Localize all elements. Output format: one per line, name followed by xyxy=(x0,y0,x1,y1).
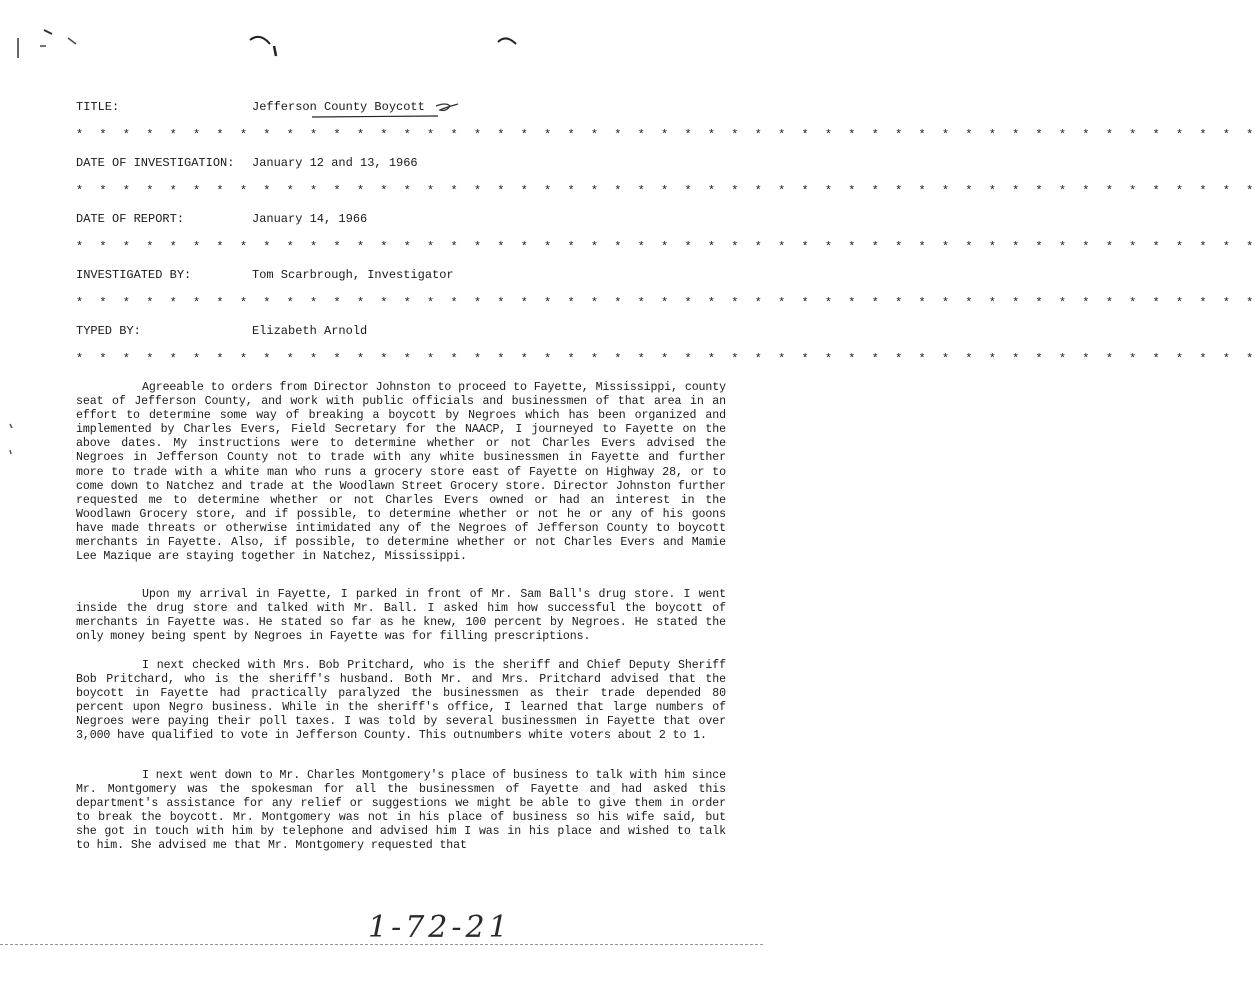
scan-left-marks xyxy=(6,420,16,480)
date-report-field xyxy=(76,212,367,226)
paragraph-2-text: Upon my arrival in Fayette, I parked in front of Mr. Sam Ball's drug store. I went inside the drug store and talked with Mr. Ball. I asked him how successful the boycott of merchants in Fayette was. He stated so far as he knew, 100 percent by Negroes. He stated the only money being spent by Negroes in Fayette was for filling prescriptions. xyxy=(76,588,726,644)
paragraph-3-text: I next checked with Mrs. Bob Pritchard, who is the sheriff and Chief Deputy Sheriff Bob Pritchard, who is the sheriff's husband. Both Mr. and Mrs. Pritchard advised that the boycott in Fayette had practically paralyzed the businessmen as their trade depended 80 percent upon Negro business. While in the sheriff's office, I learned that large numbers of Negroes were paying their poll taxes. I was told by several businessmen in Fayette that over 3,000 have qualified to vote in Jefferson County. This outnumbers white voters about 2 to 1. xyxy=(76,659,726,743)
investigated-by-value: Tom Scarbrough, Investigator xyxy=(252,268,454,282)
scan-marks xyxy=(0,0,763,80)
investigated-by-field xyxy=(76,268,454,282)
paragraph-4-text: I next went down to Mr. Charles Montgomery's place of business to talk with him since Mr. Montgomery was the spokesman for all the businessmen of Fayette and had asked this department's assistance for any relief or suggestions we might be able to give them in order to break the boycott. Mr. Montgomery was not in his place of business so his wife said, but she got in touch with him by telephone and advised him I was in his place and wished to talk to him. She advised me that Mr. Montgomery requested that xyxy=(76,769,726,853)
separator-5: * * * * * * * * * * * * * * * * * * * * * * * * * * * * * * * * * * * * * * * * * * * * * * * * * * * xyxy=(76,352,1258,366)
typed-by-value: Elizabeth Arnold xyxy=(252,324,368,338)
date-report-label: DATE OF REPORT: xyxy=(76,212,185,226)
date-investigation-label: DATE OF INVESTIGATION: xyxy=(76,156,235,170)
date-report-value: January 14, 1966 xyxy=(252,212,368,226)
paragraph-3 xyxy=(76,659,726,744)
separator-2: * * * * * * * * * * * * * * * * * * * * * * * * * * * * * * * * * * * * * * * * * * * * * * * * * * * xyxy=(76,184,1258,198)
paragraph-1 xyxy=(76,381,726,564)
date-investigation-field xyxy=(76,156,418,170)
typed-by-field xyxy=(76,324,367,338)
paragraph-1-text: Agreeable to orders from Director Johnston to proceed to Fayette, Mississippi, county seat of Jefferson County, and work with public officials and businessmen of that area in an effort to determine some way of breaking a boycott by Negroes which has been organized and implemented by Charles Evers, Field Secretary for the NAACP, I journeyed to Fayette on the above dates. My instructions were to determine whether or not Charles Evers advised the Negroes in Jefferson County not to trade with any white businessmen in Fayette and further more to trade with a white man who runs a grocery store east of Fayette on Highway 28, or to come down to Natchez and trade at the Woodlawn Street Grocery store. Director Johnston further requested me to determine whether or not Charles Evers owned or had an interest in the Woodlawn Grocery store, and if possible, to determine whether or not he or any of his goons have made threats or otherwise intimidated any of the Negroes of Jefferson County to boycott merchants in Fayette. Also, if possible, to determine whether or not Charles Evers and Mamie Lee Mazique are staying together in Natchez, Mississippi. xyxy=(76,381,726,564)
typed-by-label: TYPED BY: xyxy=(76,324,141,338)
title-value: Jefferson County Boycott xyxy=(252,100,425,114)
separator-1: * * * * * * * * * * * * * * * * * * * * * * * * * * * * * * * * * * * * * * * * * * * * * * * * * * * xyxy=(76,128,1258,142)
handwritten-page-number: 1-72-21 xyxy=(368,910,512,945)
paragraph-2 xyxy=(76,588,726,644)
title-underline xyxy=(310,98,470,122)
scan-edge-line xyxy=(0,944,763,945)
date-investigation-value: January 12 and 13, 1966 xyxy=(252,156,418,170)
title-label: TITLE: xyxy=(76,100,120,114)
investigated-by-label: INVESTIGATED BY: xyxy=(76,268,192,282)
separator-3: * * * * * * * * * * * * * * * * * * * * * * * * * * * * * * * * * * * * * * * * * * * * * * * * * * * xyxy=(76,240,1258,254)
paragraph-4 xyxy=(76,769,726,854)
separator-4: * * * * * * * * * * * * * * * * * * * * * * * * * * * * * * * * * * * * * * * * * * * * * * * * * * * xyxy=(76,296,1258,310)
